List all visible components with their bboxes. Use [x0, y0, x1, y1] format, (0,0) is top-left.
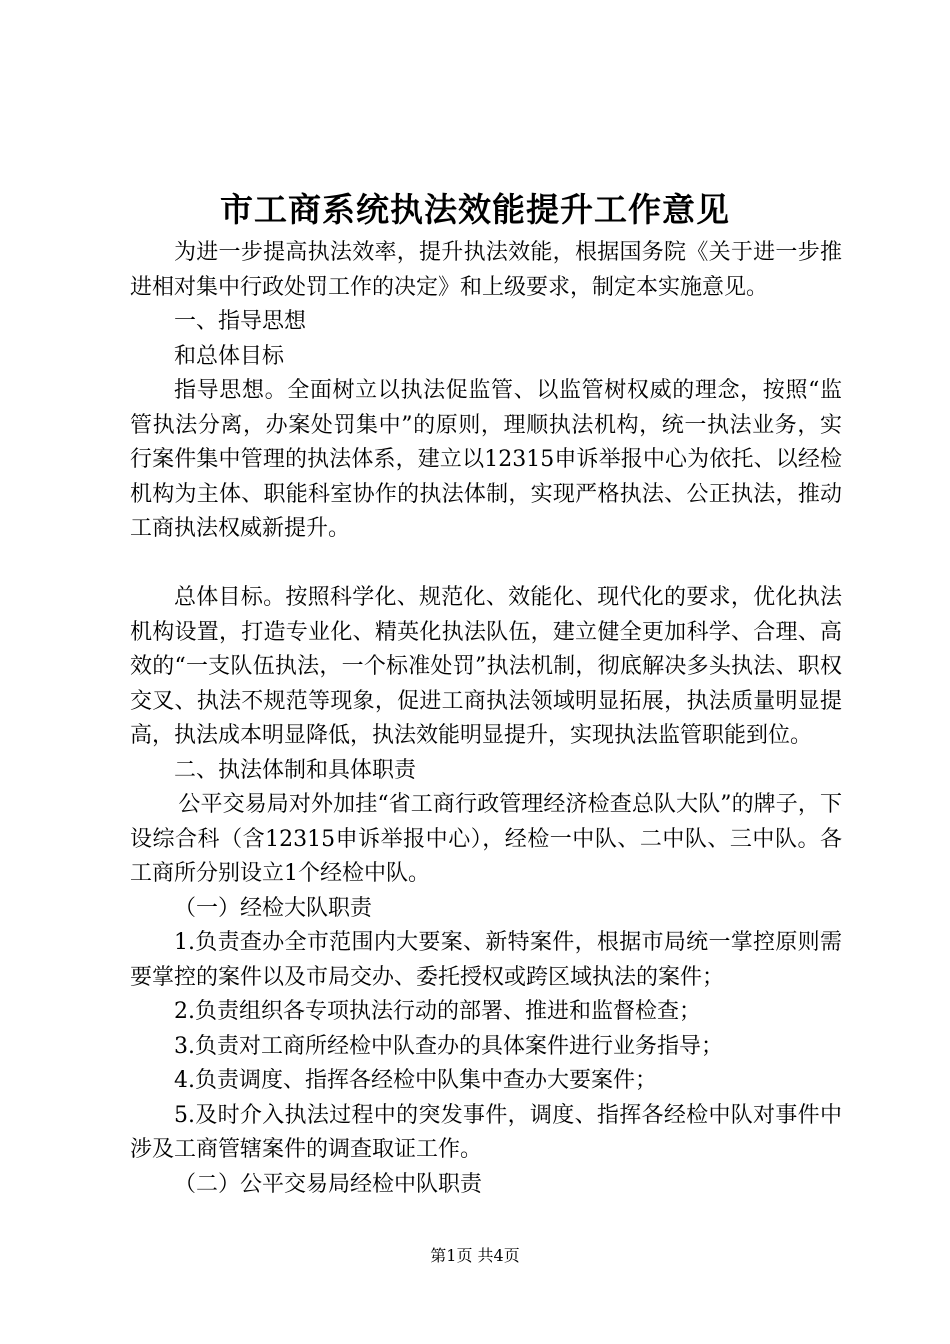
list-item-duty-3: 3.负责对工商所经检中队查办的具体案件进行业务指导；: [174, 1033, 723, 1059]
list-item-duty-5: 5.及时介入执法过程中的突发事件，调度、指挥各经检中队对事件中涉及工商管辖案件的调查取证工作。: [130, 1102, 842, 1162]
heading-guiding-ideology: 一、指导思想: [174, 309, 307, 334]
paragraph-fair-trade-bureau: 公平交易局对外加挂“省工商行政管理经济检查总队大队”的牌子，下设综合科（含12315申诉举报中心），经检一中队、二中队、三中队。各工商所分别设立1个经检中队。: [130, 792, 842, 886]
paragraph-guiding-ideology: 指导思想。全面树立以执法促监管、以监管树权威的理念，按照“监管执法分离，办案处罚集中”的原则，理顺执法机构，统一执法业务，实行案件集中管理的执法体系，建立以12315申诉举报中心为依托、以经检机构为主体、职能科室协作的执法体制，实现严格执法、公正执法，推动工商执法权威新提升。: [130, 378, 842, 541]
list-item-duty-1: 1.负责查办全市范围内大要案、新特案件，根据市局统一掌控原则需要掌控的案件以及市局交办、委托授权或跨区域执法的案件；: [130, 930, 842, 990]
heading-brigade-duties: （一）经检大队职责: [174, 895, 373, 921]
heading-squadron-duties: （二）公平交易局经检中队职责: [174, 1171, 483, 1197]
paragraph-intro: 为进一步提高执法效率，提升执法效能，根据国务院《关于进一步推进相对集中行政处罚工作的决定》和上级要求，制定本实施意见。: [130, 240, 842, 300]
paragraph-gap: [130, 547, 842, 582]
document-title: 市工商系统执法效能提升工作意见: [220, 190, 730, 229]
heading-enforcement-system: 二、执法体制和具体职责: [174, 757, 417, 783]
list-item-duty-2: 2.负责组织各专项执法行动的部署、推进和监督检查；: [174, 999, 701, 1024]
document-body: [130, 236, 842, 1202]
list-item-duty-4: 4.负责调度、指挥各经检中队集中查办大要案件；: [174, 1068, 657, 1093]
page-footer: 第1页 共4页: [430, 1246, 520, 1265]
heading-overall-goal: 和总体目标: [174, 343, 285, 369]
paragraph-overall-goal: 总体目标。按照科学化、规范化、效能化、现代化的要求，优化执法机构设置，打造专业化、精英化执法队伍，建立健全更加科学、合理、高效的“一支队伍执法，一个标准处罚”执法机制，彻底解决多头执法、职权交叉、执法不规范等现象，促进工商执法领域明显拓展，执法质量明显提高，执法成本明显降低，执法效能明显提升，实现执法监管职能到位。: [130, 585, 842, 748]
